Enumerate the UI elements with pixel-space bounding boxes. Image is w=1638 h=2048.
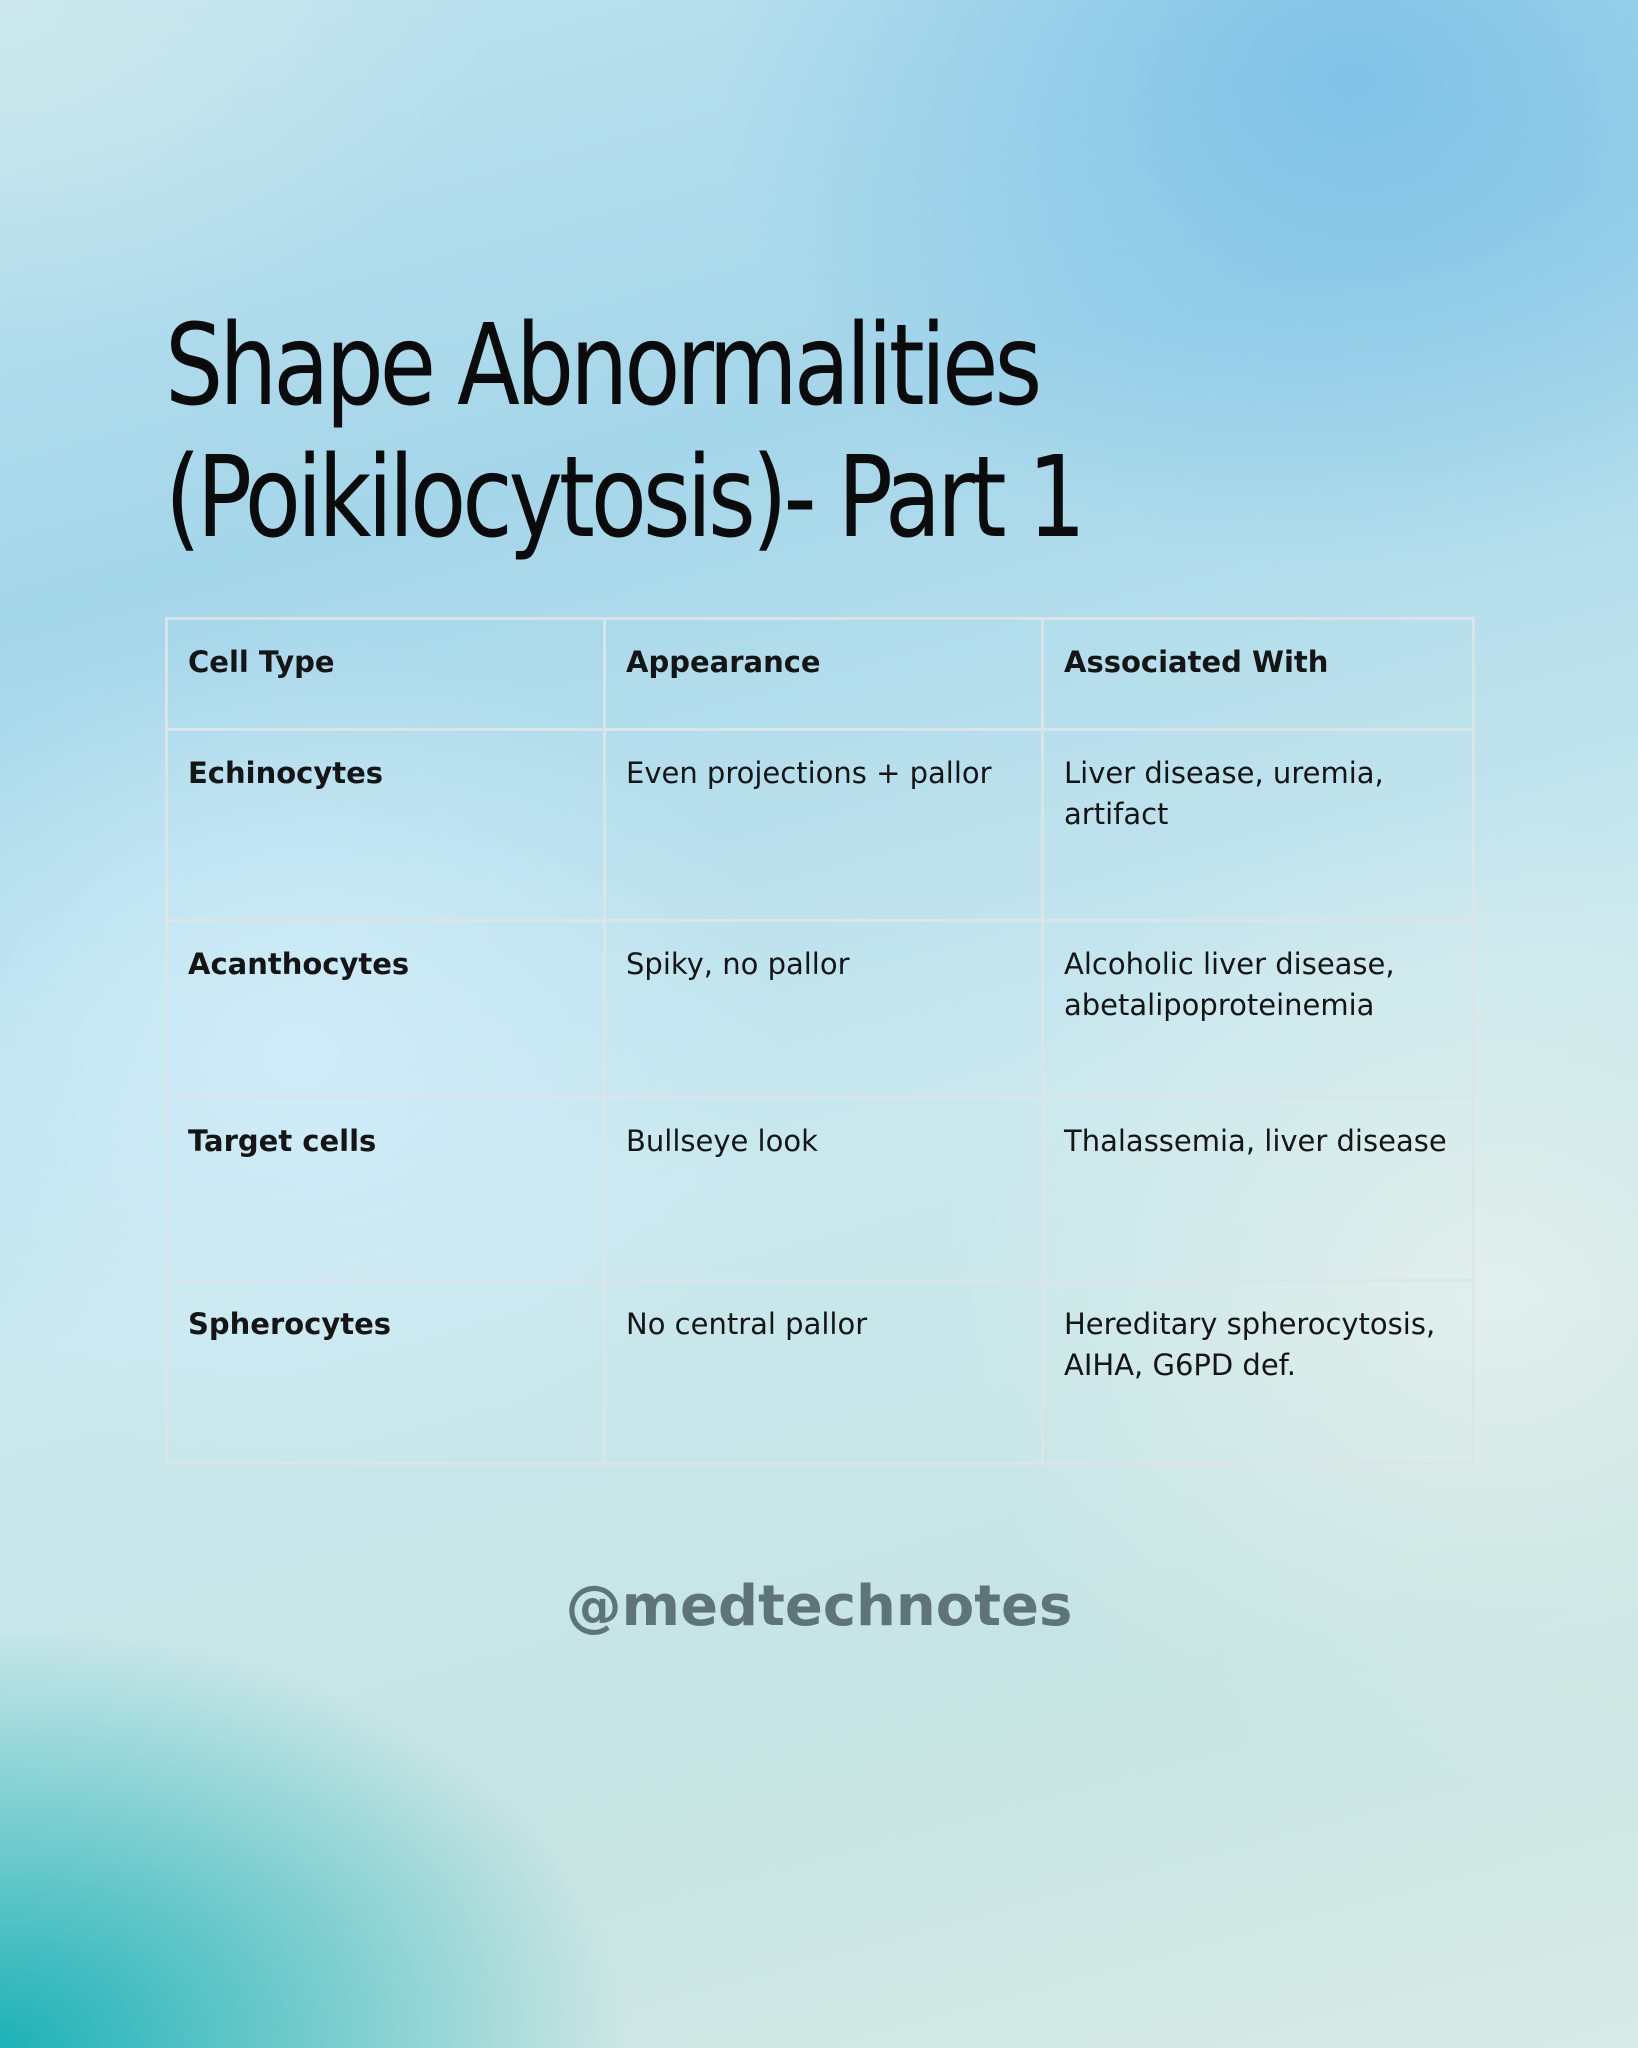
cell-appearance: Even projections + pallor [605, 730, 1043, 921]
cell-appearance: No central pallor [605, 1281, 1043, 1464]
page-title [165, 300, 1231, 564]
cell-associated-with: Alcoholic liver disease, abetalipoproteinemia [1043, 921, 1474, 1098]
cell-appearance: Spiky, no pallor [605, 921, 1043, 1098]
cell-associated-with: Thalassemia, liver disease [1043, 1098, 1474, 1281]
table-header-row [167, 619, 1474, 730]
cell-type: Acanthocytes [167, 921, 605, 1098]
abnormalities-table [165, 617, 1475, 1465]
header-associated-with: Associated With [1043, 619, 1474, 730]
table-row [167, 730, 1474, 921]
cell-type: Echinocytes [167, 730, 605, 921]
cell-type: Spherocytes [167, 1281, 605, 1464]
title-line-2: (Poikilocytosis)- Part 1 [165, 433, 1083, 563]
title-line-1: Shape Abnormalities [165, 301, 1039, 431]
table-row [167, 1281, 1474, 1464]
table-row [167, 1098, 1474, 1281]
social-handle: @medtechnotes [565, 1574, 1073, 1639]
cell-appearance: Bullseye look [605, 1098, 1043, 1281]
header-appearance: Appearance [605, 619, 1043, 730]
cell-type: Target cells [167, 1098, 605, 1281]
cell-associated-with: Hereditary spherocytosis, AIHA, G6PD def. [1043, 1281, 1474, 1464]
header-cell-type: Cell Type [167, 619, 605, 730]
table-row [167, 921, 1474, 1098]
cell-associated-with: Liver disease, uremia, artifact [1043, 730, 1474, 921]
